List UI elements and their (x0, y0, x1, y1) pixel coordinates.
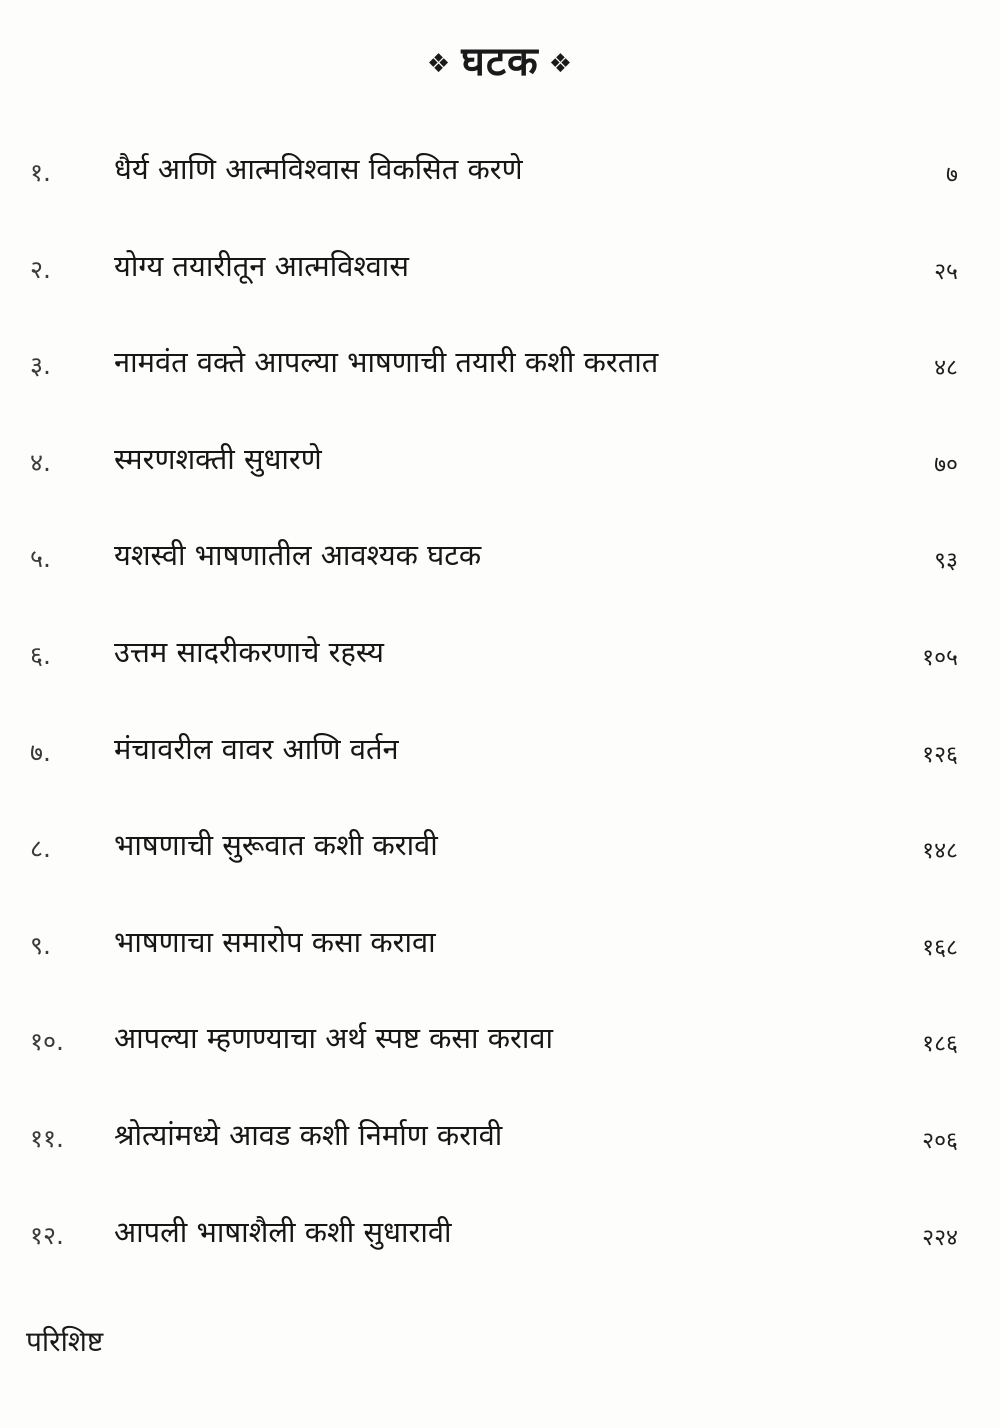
toc-entry (0, 618, 1000, 715)
chapter-page-number: १८६ (922, 1031, 958, 1058)
toc-entry (0, 715, 1000, 812)
chapter-page-number: १६८ (922, 934, 958, 961)
toc-entry (0, 908, 1000, 1005)
toc-entry (0, 1004, 1000, 1101)
toc-entry (0, 521, 1000, 618)
chapter-number: ५. (30, 544, 51, 574)
chapter-title: मंचावरील वावर आणि वर्तन (114, 731, 399, 766)
chapter-page-number: १२६ (922, 741, 958, 768)
toc-entry (0, 135, 1000, 232)
table-of-contents (0, 135, 1000, 1294)
toc-entry (0, 328, 1000, 425)
chapter-title: नामवंत वक्ते आपल्या भाषणाची तयारी कशी करतात (114, 345, 659, 380)
chapter-page-number: २५ (934, 258, 958, 285)
appendix-label: परिशिष्ट (26, 1325, 104, 1358)
chapter-number: ११. (30, 1123, 64, 1153)
diamond-ornament-icon: ❖ (548, 49, 574, 79)
chapter-number: ८. (30, 834, 51, 864)
chapter-page-number: १४८ (922, 838, 958, 865)
chapter-page-number: ९३ (934, 548, 958, 575)
chapter-number: ४. (30, 447, 51, 477)
chapter-number: १. (30, 158, 51, 187)
chapter-number: ९. (30, 930, 51, 960)
chapter-title: यशस्वी भाषणातील आवश्यक घटक (114, 538, 482, 573)
toc-entry (0, 1198, 1000, 1295)
chapter-title: आपल्या म्हणण्याचा अर्थ स्पष्ट कसा करावा (114, 1021, 553, 1056)
chapter-title: आपली भाषाशैली कशी सुधारावी (114, 1214, 452, 1249)
chapter-title: उत्तम सादरीकरणाचे रहस्य (114, 634, 384, 669)
diamond-ornament-icon: ❖ (426, 49, 452, 79)
chapter-page-number: ७ (946, 162, 958, 188)
heading-title: घटक (461, 39, 539, 85)
chapter-page-number: ७० (934, 451, 958, 478)
chapter-page-number: २२४ (922, 1224, 958, 1251)
toc-entry (0, 1101, 1000, 1198)
chapter-number: ६. (30, 640, 51, 670)
chapter-page-number: ४८ (934, 355, 958, 382)
chapter-number: १०. (30, 1027, 64, 1057)
chapter-number: ३. (30, 351, 51, 381)
chapter-title: श्रोत्यांमध्ये आवड कशी निर्माण करावी (114, 1117, 503, 1152)
chapter-title: भाषणाचा समारोप कसा करावा (114, 924, 436, 959)
chapter-title: योग्य तयारीतून आत्मविश्वास (114, 248, 409, 283)
toc-entry (0, 811, 1000, 908)
chapter-title: धैर्य आणि आत्मविश्वास विकसित करणे (114, 152, 523, 186)
toc-entry (0, 232, 1000, 329)
chapter-number: १२. (30, 1220, 64, 1250)
chapter-number: २. (30, 254, 51, 284)
page-heading (0, 34, 1000, 92)
toc-entry (0, 425, 1000, 522)
chapter-page-number: २०६ (922, 1127, 958, 1154)
chapter-title: स्मरणशक्ती सुधारणे (114, 441, 322, 476)
chapter-title: भाषणाची सुरूवात कशी करावी (114, 828, 438, 863)
chapter-number: ७. (30, 737, 51, 767)
chapter-page-number: १०५ (922, 644, 958, 671)
